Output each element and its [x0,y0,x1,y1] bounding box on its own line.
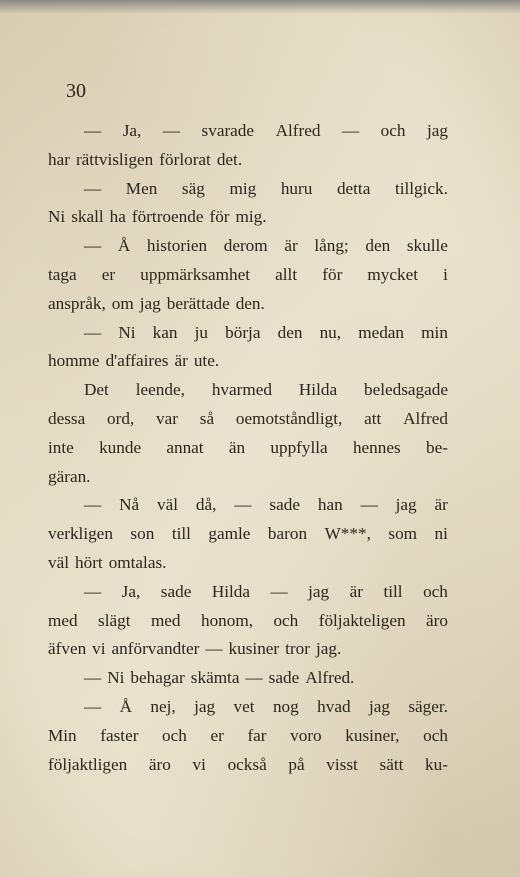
text-line: anspråk, om jag berättade den. [48,293,265,313]
text-line: har rättvisligen förlorat det. [48,149,243,169]
text-line: — Ja, sade Hilda — jag är till och [84,581,448,601]
text-line: — Å nej, jag vet nog hvad jag säger. [84,696,448,716]
text-line: taga er uppmärksamhet allt för mycket i [48,264,448,284]
text-line: — Nå väl då, — sade han — jag är [84,495,448,515]
page-number: 30 [66,80,86,102]
text-line: följaktligen äro vi också på visst sätt ku- [48,754,448,774]
text-line: — Å historien derom är lång; den skulle [84,236,448,256]
text-line: Ni skall ha förtroende för mig. [48,207,267,227]
text-line: med slägt med honom, och följakteligen äro [48,610,448,630]
text-line: — Ja, — svarade Alfred — och jag [84,121,448,140]
text-line: — Men säg mig huru detta tillgick. [84,178,448,198]
text-line: Det leende, hvarmed Hilda beledsagade [84,380,448,400]
body-text [48,117,448,779]
text-line: verkligen son till gamle baron W***, som ni [48,524,448,544]
text-line: väl hört omtalas. [48,552,167,572]
text-line: — Ni kan ju börja den nu, medan min [84,322,448,342]
text-line: homme d'affaires är ute. [48,351,220,371]
text-line: Min faster och er far voro kusiner, och [48,725,448,745]
page-edge-shadow [0,0,520,14]
text-line: inte kunde annat än uppfylla hennes be- [48,437,448,457]
text-line: — Ni behagar skämta — sade Alfred. [84,668,355,688]
text-line: äfven vi anförvandter — kusiner tror jag. [48,639,342,659]
text-line: dessa ord, var så oemotståndligt, att Alfred [48,408,448,428]
text-line: gäran. [48,466,91,486]
